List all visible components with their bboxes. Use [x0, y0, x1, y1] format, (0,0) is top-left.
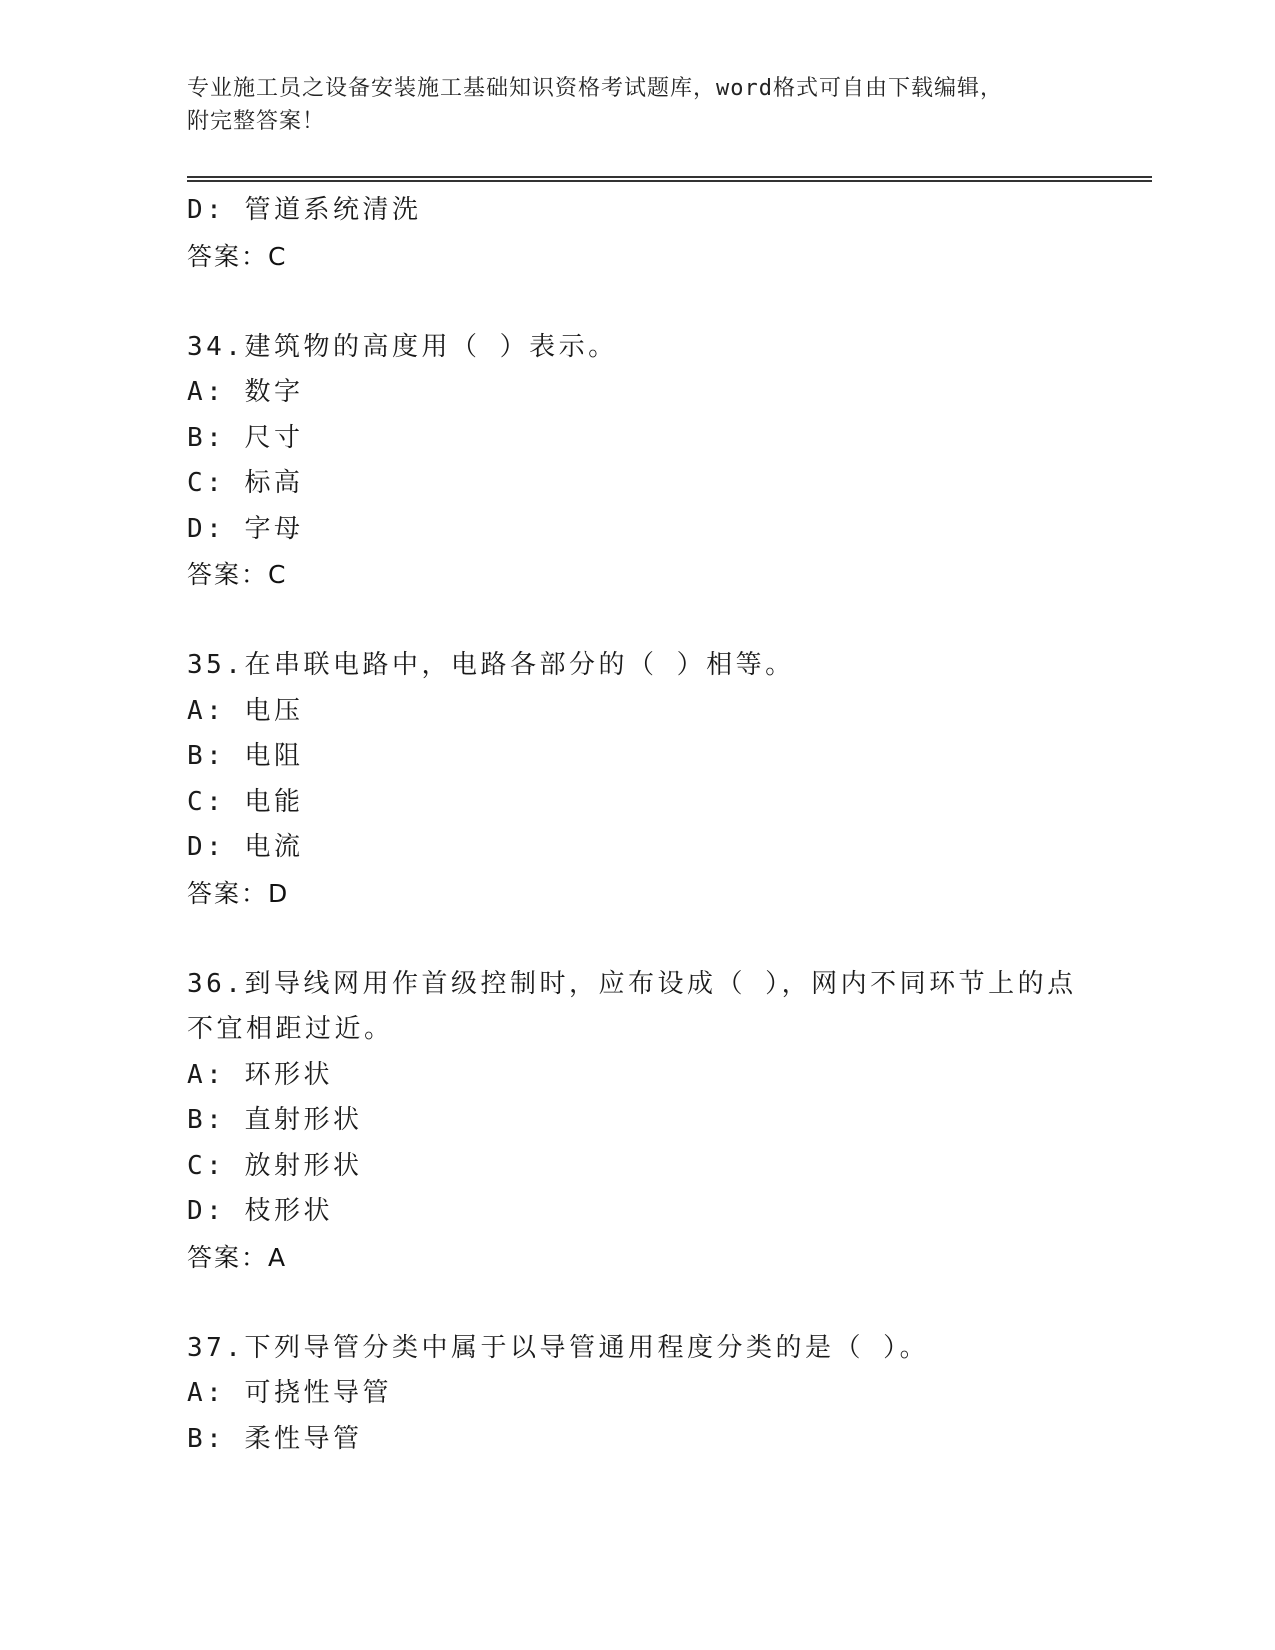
option-b: B: 直射形状 — [187, 1105, 363, 1135]
spacer — [187, 916, 1152, 962]
option-b: B: 尺寸 — [187, 422, 304, 453]
answer-line: 答案：A — [187, 1242, 288, 1272]
document-body — [187, 188, 1152, 1462]
question-text: 35.在串联电路中，电路各部分的（ ）相等。 — [187, 650, 795, 680]
option-b: B: 电阻 — [187, 741, 304, 771]
header-line-2: 附完整答案！ — [187, 109, 326, 134]
spacer — [187, 1280, 1152, 1326]
question-block — [187, 962, 1152, 1281]
option-d: D: 字母 — [187, 513, 304, 544]
option-a: A: 电压 — [187, 695, 304, 726]
spacer — [187, 279, 1152, 325]
option-d: D: 电流 — [187, 832, 304, 862]
option-d: D: 管道系统清洗 — [187, 195, 422, 225]
question-text-line-1: 36.到导线网用作首级控制时，应布设成（ ），网内不同环节上的点 — [187, 968, 1077, 999]
option-c: C: 标高 — [187, 468, 304, 498]
question-text: 34.建筑物的高度用（ ）表示。 — [187, 331, 618, 362]
option-a: A: 数字 — [187, 377, 304, 407]
header-line-1: 专业施工员之设备安装施工基础知识资格考试题库，word格式可自由下载编辑， — [187, 76, 1003, 101]
question-text: 37.下列导管分类中属于以导管通用程度分类的是（ ）。 — [187, 1332, 930, 1363]
option-a: A: 环形状 — [187, 1059, 333, 1090]
rule-line-bottom — [187, 180, 1152, 182]
option-c: C: 电能 — [187, 786, 304, 817]
answer-line: 答案：C — [187, 560, 288, 589]
option-d: D: 枝形状 — [187, 1196, 333, 1226]
answer-line: 答案：C — [187, 241, 288, 271]
question-block — [187, 325, 1152, 598]
question-text-line-2: 不宜相距过近。 — [187, 1014, 394, 1044]
option-a: A: 可挠性导管 — [187, 1378, 392, 1408]
option-b: B: 柔性导管 — [187, 1423, 363, 1454]
question-block — [187, 643, 1152, 916]
answer-line: 答案：D — [187, 878, 290, 908]
rule-line-top — [187, 176, 1152, 178]
question-block — [187, 1326, 1152, 1463]
spacer — [187, 598, 1152, 644]
header-double-rule — [187, 176, 1152, 182]
option-c: C: 放射形状 — [187, 1150, 363, 1181]
document-header — [187, 72, 1067, 138]
